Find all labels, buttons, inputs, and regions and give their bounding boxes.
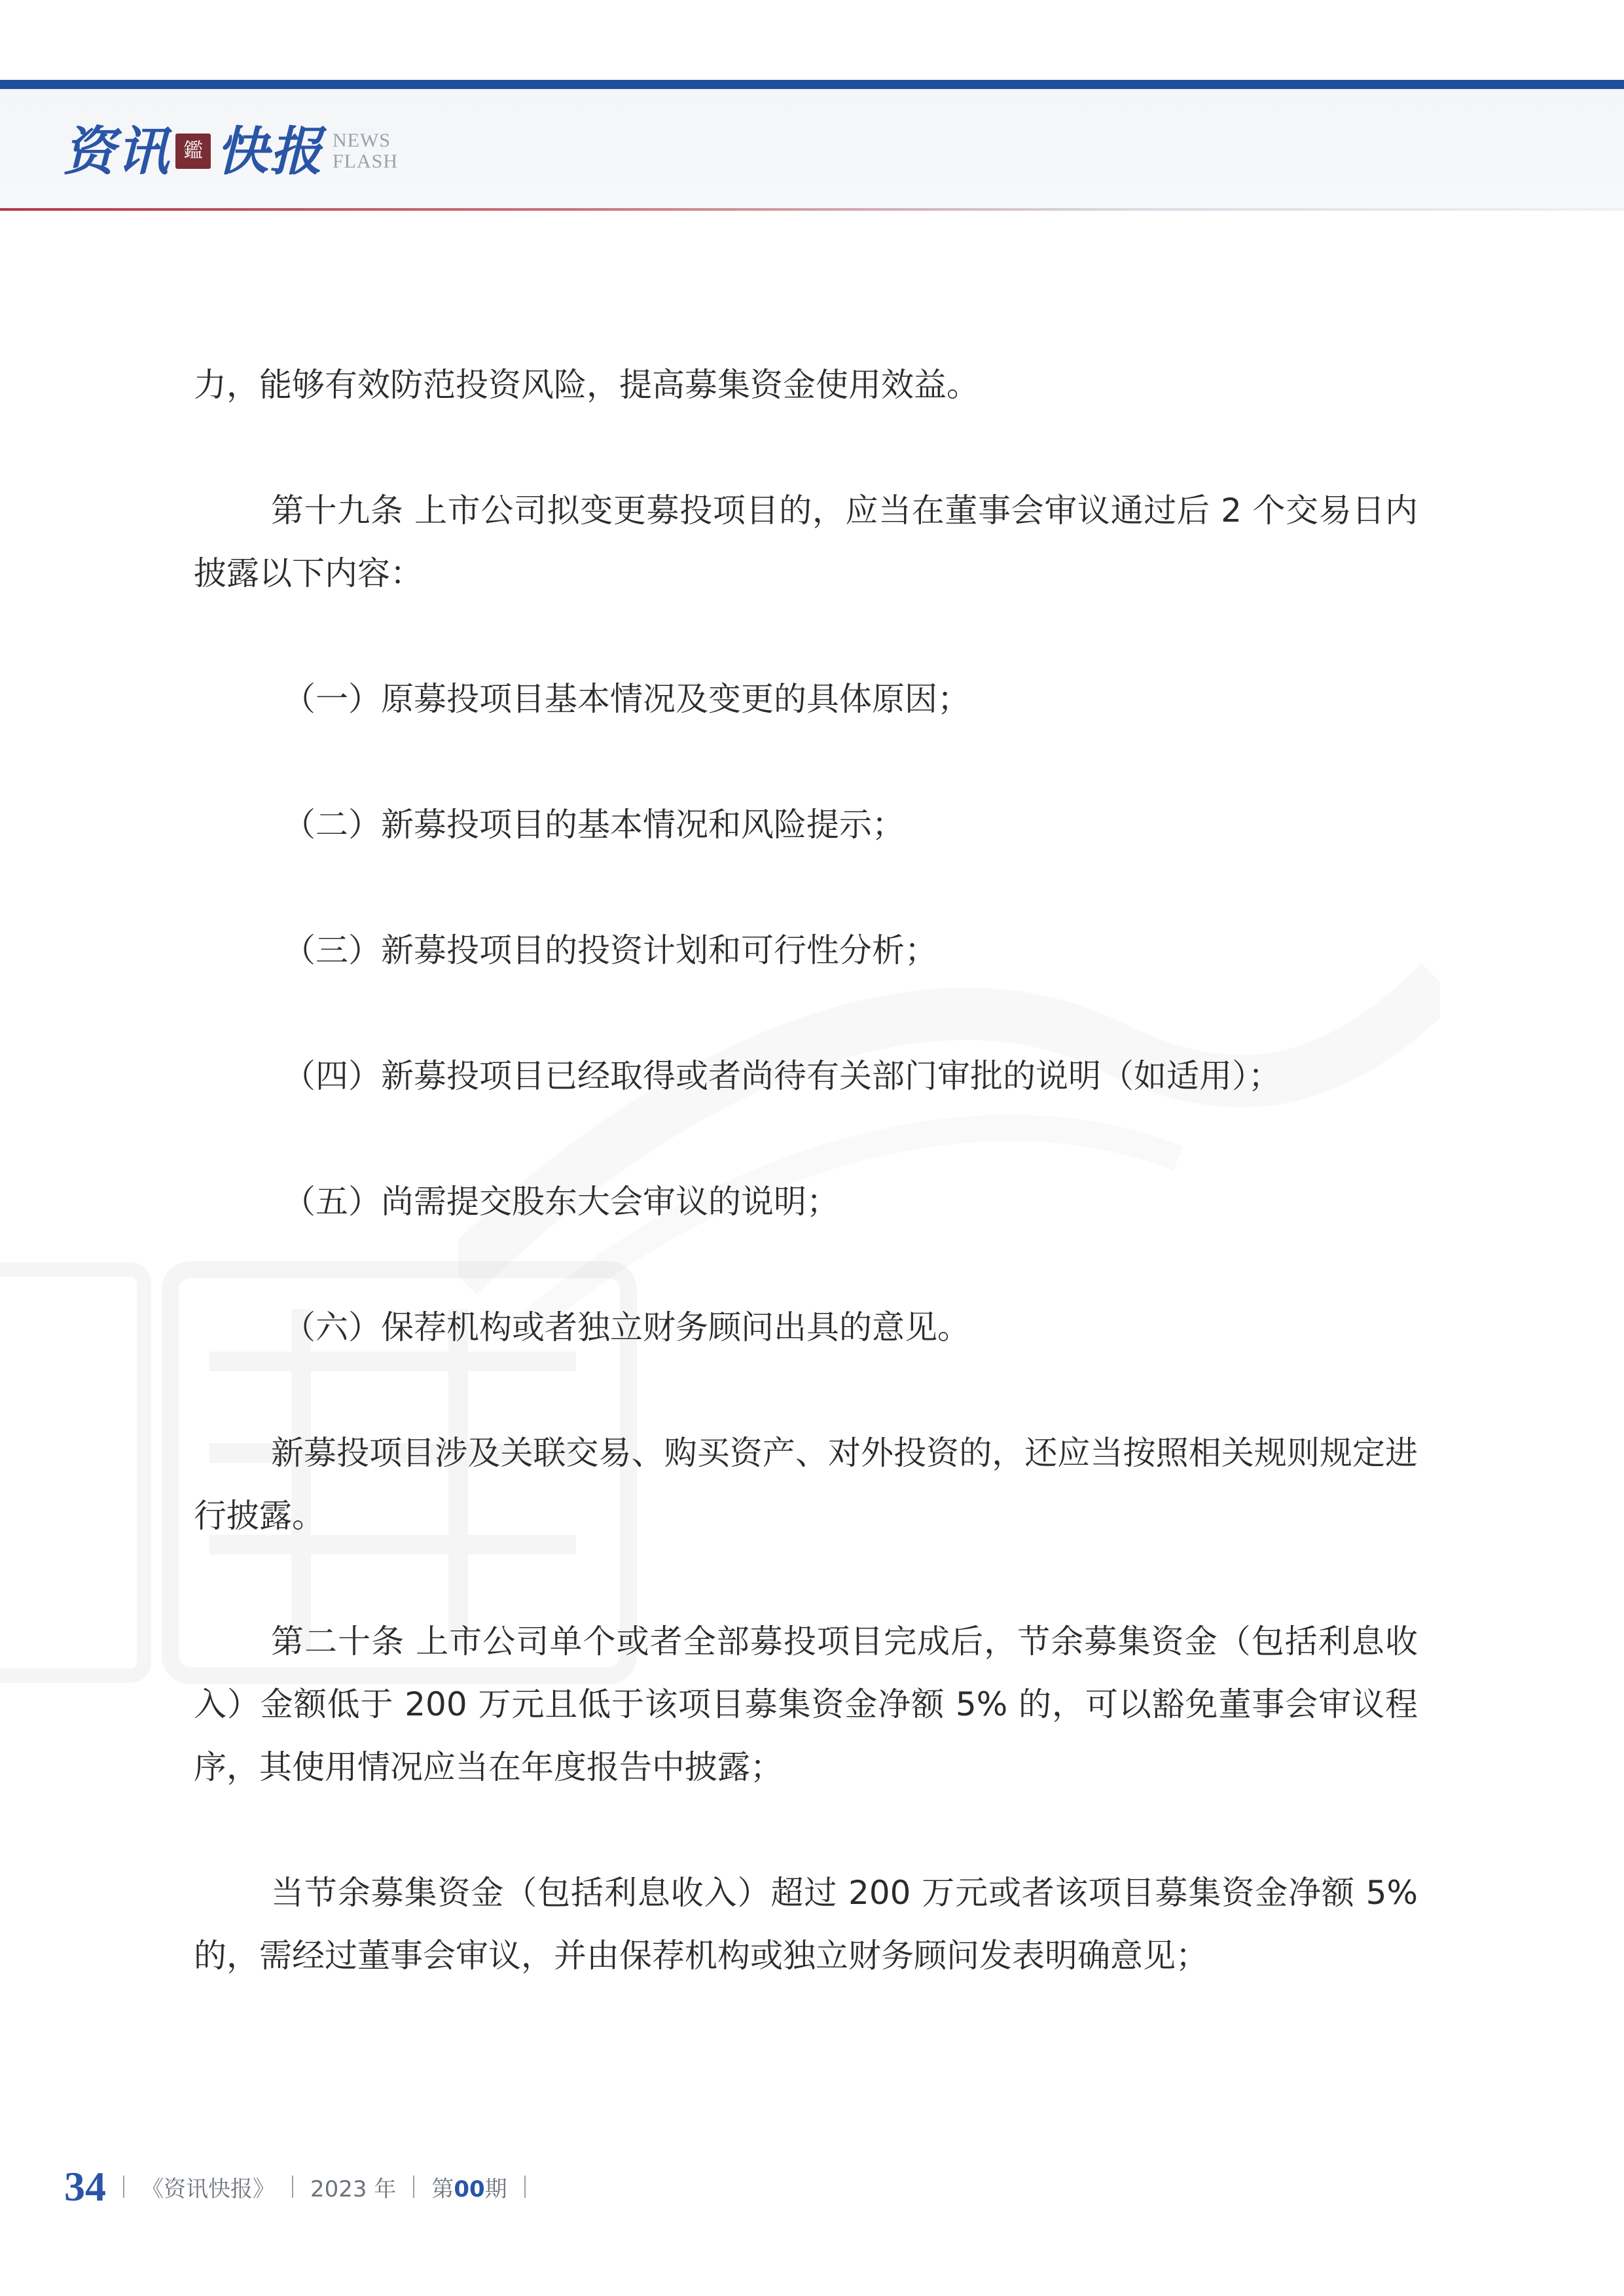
- footer-issue-number: 00: [454, 2176, 485, 2202]
- footer-divider: [413, 2176, 414, 2198]
- footer-divider: [123, 2176, 124, 2198]
- footer-publication: 《资讯快报》: [141, 2176, 275, 2202]
- masthead-logo: [63, 115, 398, 187]
- list-item: （六）保荐机构或者独立财务顾问出具的意见。: [283, 1308, 970, 1346]
- brand-title-right: 快报: [216, 120, 323, 182]
- footer-year: 2023 年: [310, 2176, 397, 2202]
- brand-seal-icon: 鑑: [175, 134, 211, 169]
- brand-subtitle: [333, 130, 398, 172]
- paragraph-related-disclosure: 新募投项目涉及关联交易、购买资产、对外投资的，还应当按照相关规则规定进行披露。: [194, 1434, 1418, 1535]
- brand-title-left: 资讯: [63, 120, 170, 182]
- article-19: 第十九条 上市公司拟变更募投项目的，应当在董事会审议通过后 2 个交易日内披露以下内容：: [194, 492, 1418, 592]
- article-20: 第二十条 上市公司单个或者全部募投项目完成后，节余募集资金（包括利息收入）金额低于 200 万元且低于该项目募集资金净额 5% 的，可以豁免董事会审议程序，其使用情况应当在年度报告中披露；: [194, 1623, 1418, 1786]
- list-item: （一）原募投项目基本情况及变更的具体原因；: [283, 680, 970, 718]
- list-item: （四）新募投项目已经取得或者尚待有关部门审批的说明（如适用）；: [283, 1057, 1281, 1095]
- brand-subtitle-line2: FLASH: [333, 151, 399, 172]
- paragraph-surplus-funds: 当节余募集资金（包括利息收入）超过 200 万元或者该项目募集资金净额 5% 的，需经过董事会审议，并由保荐机构或独立财务顾问发表明确意见；: [194, 1874, 1418, 1975]
- list-item: （五）尚需提交股东大会审议的说明；: [283, 1183, 839, 1221]
- page-number: 34: [64, 2163, 106, 2210]
- brand-subtitle-line1: NEWS: [333, 130, 391, 151]
- footer-divider: [524, 2176, 526, 2198]
- footer-divider: [292, 2176, 293, 2198]
- header-top-rule: [0, 80, 1624, 89]
- footer-issue-suffix: 期: [484, 2176, 507, 2202]
- article-body: [194, 353, 1418, 2050]
- paragraph-continued: 力，能够有效防范投资风险，提高募集资金使用效益。: [194, 366, 979, 404]
- header-bottom-rule: [0, 208, 1624, 211]
- page-footer: [64, 2157, 543, 2216]
- footer-issue-prefix: 第: [431, 2176, 454, 2202]
- list-item: （三）新募投项目的投资计划和可行性分析；: [283, 931, 937, 969]
- footer-issue: [431, 2171, 507, 2203]
- list-item: （二）新募投项目的基本情况和风险提示；: [283, 806, 905, 844]
